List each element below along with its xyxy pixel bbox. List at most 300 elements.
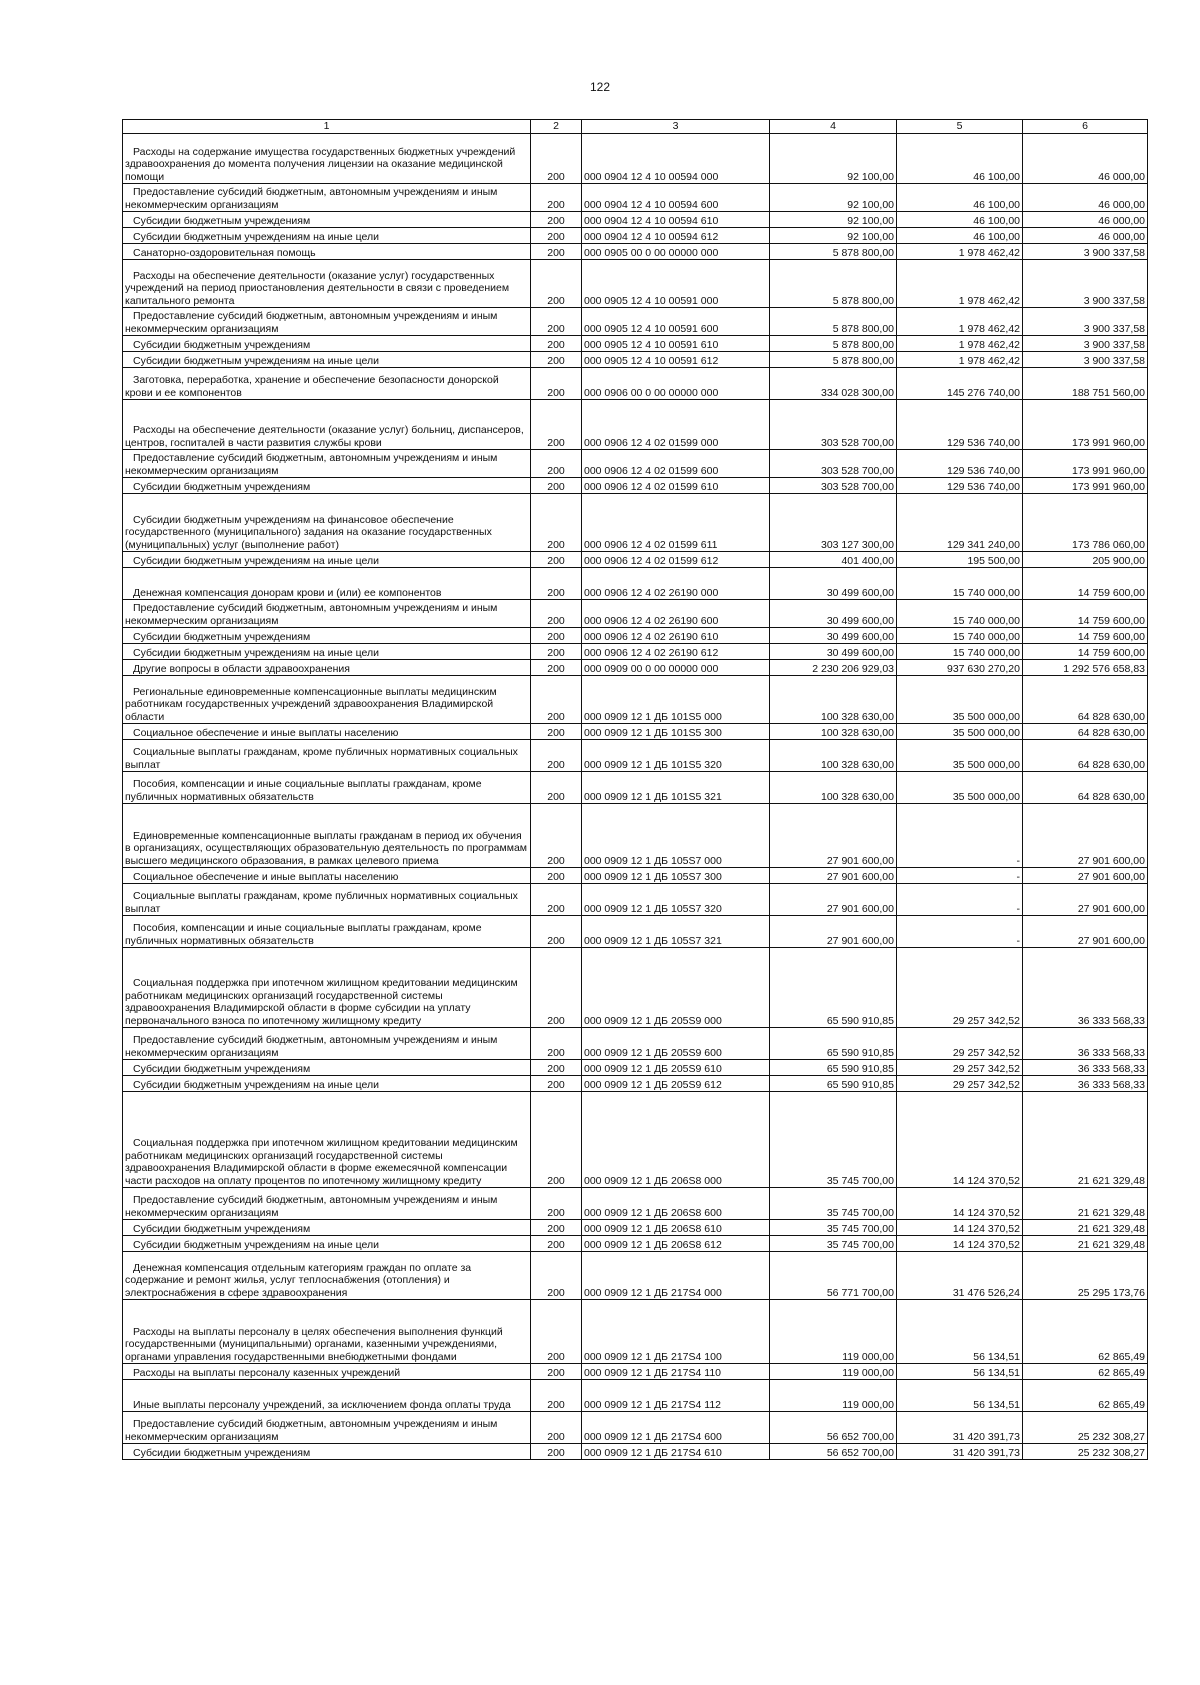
row-value-col5: 937 630 270,20 — [897, 660, 1023, 676]
table-row — [123, 212, 1148, 228]
row-description: Субсидии бюджетным учреждениям — [123, 212, 531, 228]
row-value-col6: 64 828 630,00 — [1023, 740, 1148, 772]
row-description: Субсидии бюджетным учреждениям на иные цели — [123, 1236, 531, 1252]
row-value-col6: 3 900 337,58 — [1023, 308, 1148, 336]
table-row — [123, 884, 1148, 916]
row-budget-code: 000 0909 12 1 ДБ 206S8 600 — [582, 1188, 770, 1220]
row-admin-code: 200 — [531, 676, 582, 724]
row-budget-code: 000 0905 12 4 10 00591 610 — [582, 336, 770, 352]
row-admin-code: 200 — [531, 478, 582, 494]
row-value-col5: 35 500 000,00 — [897, 676, 1023, 724]
row-budget-code: 000 0909 12 1 ДБ 206S8 000 — [582, 1092, 770, 1188]
row-admin-code: 200 — [531, 1220, 582, 1236]
row-description: Денежная компенсация донорам крови и (или) ее компонентов — [123, 568, 531, 600]
row-description: Субсидии бюджетным учреждениям на иные цели — [123, 352, 531, 368]
row-budget-code: 000 0904 12 4 10 00594 600 — [582, 184, 770, 212]
row-value-col5: 15 740 000,00 — [897, 600, 1023, 628]
row-budget-code: 000 0909 12 1 ДБ 206S8 610 — [582, 1220, 770, 1236]
row-value-col5: 1 978 462,42 — [897, 308, 1023, 336]
row-value-col6: 173 786 060,00 — [1023, 494, 1148, 552]
row-value-col5: 14 124 370,52 — [897, 1220, 1023, 1236]
row-value-col5: 129 536 740,00 — [897, 478, 1023, 494]
row-value-col5: 29 257 342,52 — [897, 1060, 1023, 1076]
row-value-col5: 35 500 000,00 — [897, 740, 1023, 772]
table-row — [123, 1300, 1148, 1364]
row-value-col5: 31 420 391,73 — [897, 1412, 1023, 1444]
row-value-col6: 173 991 960,00 — [1023, 400, 1148, 450]
row-budget-code: 000 0909 12 1 ДБ 205S9 600 — [582, 1028, 770, 1060]
row-budget-code: 000 0909 12 1 ДБ 105S7 321 — [582, 916, 770, 948]
row-value-col4: 35 745 700,00 — [770, 1092, 897, 1188]
row-value-col6: 3 900 337,58 — [1023, 336, 1148, 352]
row-budget-code: 000 0906 12 4 02 01599 000 — [582, 400, 770, 450]
row-admin-code: 200 — [531, 184, 582, 212]
row-value-col6: 21 621 329,48 — [1023, 1188, 1148, 1220]
table-row — [123, 660, 1148, 676]
table-row — [123, 1076, 1148, 1092]
row-budget-code: 000 0909 12 1 ДБ 217S4 610 — [582, 1444, 770, 1460]
table-row — [123, 644, 1148, 660]
row-description: Социальная поддержка при ипотечном жилищном кредитовании медицинским работникам медицинских организаций государственной системы здравоохранения Владимирской области в форме субсидии на уплату первоначального взноса по ипотечному жилищному кредиту — [123, 948, 531, 1028]
row-admin-code: 200 — [531, 868, 582, 884]
row-admin-code: 200 — [531, 134, 582, 184]
table-row — [123, 244, 1148, 260]
row-description: Расходы на выплаты персоналу в целях обеспечения выполнения функций государственными (муниципальными) органами, казенными учреждениями, органами управления государственными внебюджетными фондами — [123, 1300, 531, 1364]
row-value-col5: 56 134,51 — [897, 1300, 1023, 1364]
row-value-col5: 129 536 740,00 — [897, 400, 1023, 450]
row-value-col6: 188 751 560,00 — [1023, 368, 1148, 400]
row-description: Предоставление субсидий бюджетным, автономным учреждениям и иным некоммерческим организациям — [123, 600, 531, 628]
table-row — [123, 804, 1148, 868]
table-row — [123, 1188, 1148, 1220]
row-description: Предоставление субсидий бюджетным, автономным учреждениям и иным некоммерческим организациям — [123, 308, 531, 336]
column-header: 4 — [770, 120, 897, 134]
row-value-col4: 5 878 800,00 — [770, 244, 897, 260]
row-description: Социальные выплаты гражданам, кроме публичных нормативных социальных выплат — [123, 740, 531, 772]
row-value-col6: 173 991 960,00 — [1023, 478, 1148, 494]
row-budget-code: 000 0906 12 4 02 26190 000 — [582, 568, 770, 600]
row-admin-code: 200 — [531, 724, 582, 740]
table-row — [123, 568, 1148, 600]
row-value-col6: 21 621 329,48 — [1023, 1236, 1148, 1252]
row-description: Субсидии бюджетным учреждениям — [123, 1060, 531, 1076]
row-value-col4: 100 328 630,00 — [770, 740, 897, 772]
row-value-col6: 25 295 173,76 — [1023, 1252, 1148, 1300]
row-description: Предоставление субсидий бюджетным, автономным учреждениям и иным некоммерческим организациям — [123, 1188, 531, 1220]
row-admin-code: 200 — [531, 450, 582, 478]
row-value-col4: 119 000,00 — [770, 1380, 897, 1412]
row-budget-code: 000 0909 12 1 ДБ 101S5 300 — [582, 724, 770, 740]
row-description: Субсидии бюджетным учреждениям — [123, 336, 531, 352]
row-description: Пособия, компенсации и иные социальные выплаты гражданам, кроме публичных нормативных обязательств — [123, 772, 531, 804]
row-value-col6: 27 901 600,00 — [1023, 916, 1148, 948]
row-admin-code: 200 — [531, 552, 582, 568]
row-budget-code: 000 0906 12 4 02 26190 612 — [582, 644, 770, 660]
row-admin-code: 200 — [531, 1236, 582, 1252]
row-value-col4: 5 878 800,00 — [770, 308, 897, 336]
table-row — [123, 494, 1148, 552]
table-row — [123, 1236, 1148, 1252]
row-value-col4: 5 878 800,00 — [770, 260, 897, 308]
row-budget-code: 000 0904 12 4 10 00594 612 — [582, 228, 770, 244]
row-admin-code: 200 — [531, 1300, 582, 1364]
row-value-col5: 46 100,00 — [897, 212, 1023, 228]
row-value-col6: 46 000,00 — [1023, 134, 1148, 184]
row-value-col4: 56 652 700,00 — [770, 1412, 897, 1444]
row-value-col4: 303 127 300,00 — [770, 494, 897, 552]
row-value-col4: 35 745 700,00 — [770, 1236, 897, 1252]
row-budget-code: 000 0909 12 1 ДБ 217S4 000 — [582, 1252, 770, 1300]
row-budget-code: 000 0909 12 1 ДБ 205S9 610 — [582, 1060, 770, 1076]
row-value-col4: 100 328 630,00 — [770, 724, 897, 740]
row-description: Субсидии бюджетным учреждениям на иные цели — [123, 644, 531, 660]
row-description: Расходы на обеспечение деятельности (оказание услуг) государственных учреждений на период приостановления деятельности в связи с проведением капитального ремонта — [123, 260, 531, 308]
row-value-col6: 27 901 600,00 — [1023, 884, 1148, 916]
table-row — [123, 1364, 1148, 1380]
table-row — [123, 868, 1148, 884]
row-description: Субсидии бюджетным учреждениям — [123, 478, 531, 494]
row-value-col5: - — [897, 868, 1023, 884]
row-value-col4: 35 745 700,00 — [770, 1220, 897, 1236]
row-value-col4: 119 000,00 — [770, 1364, 897, 1380]
column-header: 6 — [1023, 120, 1148, 134]
row-admin-code: 200 — [531, 368, 582, 400]
row-value-col4: 56 771 700,00 — [770, 1252, 897, 1300]
row-value-col4: 100 328 630,00 — [770, 772, 897, 804]
row-value-col5: 1 978 462,42 — [897, 260, 1023, 308]
row-value-col6: 173 991 960,00 — [1023, 450, 1148, 478]
table-row — [123, 184, 1148, 212]
row-value-col5: 46 100,00 — [897, 228, 1023, 244]
table-row — [123, 228, 1148, 244]
table-row — [123, 552, 1148, 568]
row-budget-code: 000 0909 12 1 ДБ 217S4 112 — [582, 1380, 770, 1412]
row-value-col6: 21 621 329,48 — [1023, 1092, 1148, 1188]
row-budget-code: 000 0909 12 1 ДБ 205S9 000 — [582, 948, 770, 1028]
row-value-col4: 92 100,00 — [770, 228, 897, 244]
row-admin-code: 200 — [531, 494, 582, 552]
row-value-col6: 62 865,49 — [1023, 1364, 1148, 1380]
row-admin-code: 200 — [531, 244, 582, 260]
row-description: Заготовка, переработка, хранение и обеспечение безопасности донорской крови и ее компонентов — [123, 368, 531, 400]
row-admin-code: 200 — [531, 1076, 582, 1092]
row-admin-code: 200 — [531, 336, 582, 352]
row-budget-code: 000 0909 12 1 ДБ 206S8 612 — [582, 1236, 770, 1252]
row-value-col4: 30 499 600,00 — [770, 600, 897, 628]
row-description: Субсидии бюджетным учреждениям на иные цели — [123, 228, 531, 244]
row-value-col4: 30 499 600,00 — [770, 644, 897, 660]
budget-table — [122, 119, 1148, 1460]
table-row — [123, 400, 1148, 450]
row-description: Расходы на содержание имущества государственных бюджетных учреждений здравоохранения до момента получения лицензии на оказание медицинской помощи — [123, 134, 531, 184]
row-description: Субсидии бюджетным учреждениям — [123, 1220, 531, 1236]
row-value-col6: 14 759 600,00 — [1023, 644, 1148, 660]
row-value-col6: 3 900 337,58 — [1023, 244, 1148, 260]
table-row — [123, 724, 1148, 740]
table-row — [123, 1252, 1148, 1300]
table-row — [123, 628, 1148, 644]
table-row — [123, 1060, 1148, 1076]
row-description: Социальное обеспечение и иные выплаты населению — [123, 724, 531, 740]
row-description: Социальное обеспечение и иные выплаты населению — [123, 868, 531, 884]
row-value-col4: 2 230 206 929,03 — [770, 660, 897, 676]
row-value-col4: 92 100,00 — [770, 212, 897, 228]
row-value-col6: 36 333 568,33 — [1023, 1076, 1148, 1092]
row-admin-code: 200 — [531, 644, 582, 660]
row-value-col5: 15 740 000,00 — [897, 568, 1023, 600]
row-description: Другие вопросы в области здравоохранения — [123, 660, 531, 676]
row-admin-code: 200 — [531, 260, 582, 308]
row-value-col6: 64 828 630,00 — [1023, 676, 1148, 724]
row-admin-code: 200 — [531, 1444, 582, 1460]
row-value-col6: 21 621 329,48 — [1023, 1220, 1148, 1236]
row-value-col5: 46 100,00 — [897, 134, 1023, 184]
row-value-col6: 25 232 308,27 — [1023, 1444, 1148, 1460]
column-header: 1 — [123, 120, 531, 134]
column-header: 2 — [531, 120, 582, 134]
row-value-col5: 129 536 740,00 — [897, 450, 1023, 478]
row-value-col6: 3 900 337,58 — [1023, 260, 1148, 308]
row-value-col5: 145 276 740,00 — [897, 368, 1023, 400]
table-row — [123, 134, 1148, 184]
row-admin-code: 200 — [531, 1188, 582, 1220]
row-value-col6: 14 759 600,00 — [1023, 568, 1148, 600]
row-budget-code: 000 0909 00 0 00 00000 000 — [582, 660, 770, 676]
row-admin-code: 200 — [531, 740, 582, 772]
row-description: Предоставление субсидий бюджетным, автономным учреждениям и иным некоммерческим организациям — [123, 184, 531, 212]
page-number: 122 — [589, 80, 611, 94]
row-value-col4: 35 745 700,00 — [770, 1188, 897, 1220]
row-budget-code: 000 0909 12 1 ДБ 205S9 612 — [582, 1076, 770, 1092]
table-row — [123, 740, 1148, 772]
table-row — [123, 948, 1148, 1028]
table-row — [123, 450, 1148, 478]
row-description: Иные выплаты персоналу учреждений, за исключением фонда оплаты труда — [123, 1380, 531, 1412]
row-admin-code: 200 — [531, 772, 582, 804]
row-value-col6: 3 900 337,58 — [1023, 352, 1148, 368]
row-value-col5: 15 740 000,00 — [897, 644, 1023, 660]
row-admin-code: 200 — [531, 1060, 582, 1076]
row-description: Субсидии бюджетным учреждениям — [123, 628, 531, 644]
row-budget-code: 000 0906 12 4 02 26190 610 — [582, 628, 770, 644]
row-admin-code: 200 — [531, 1412, 582, 1444]
row-value-col4: 30 499 600,00 — [770, 628, 897, 644]
row-value-col5: 1 978 462,42 — [897, 336, 1023, 352]
row-value-col6: 46 000,00 — [1023, 184, 1148, 212]
row-budget-code: 000 0906 12 4 02 01599 612 — [582, 552, 770, 568]
row-budget-code: 000 0905 12 4 10 00591 600 — [582, 308, 770, 336]
row-value-col6: 62 865,49 — [1023, 1300, 1148, 1364]
row-value-col4: 27 901 600,00 — [770, 804, 897, 868]
row-value-col6: 14 759 600,00 — [1023, 600, 1148, 628]
row-value-col4: 401 400,00 — [770, 552, 897, 568]
row-budget-code: 000 0909 12 1 ДБ 101S5 000 — [582, 676, 770, 724]
row-description: Субсидии бюджетным учреждениям на финансовое обеспечение государственного (муниципального) задания на оказание государственных (муниципальных) услуг (выполнение работ) — [123, 494, 531, 552]
row-admin-code: 200 — [531, 1252, 582, 1300]
row-admin-code: 200 — [531, 884, 582, 916]
row-value-col6: 25 232 308,27 — [1023, 1412, 1148, 1444]
row-value-col5: 195 500,00 — [897, 552, 1023, 568]
row-value-col6: 36 333 568,33 — [1023, 948, 1148, 1028]
row-budget-code: 000 0904 12 4 10 00594 610 — [582, 212, 770, 228]
table-row — [123, 352, 1148, 368]
row-description: Пособия, компенсации и иные социальные выплаты гражданам, кроме публичных нормативных обязательств — [123, 916, 531, 948]
row-value-col5: 29 257 342,52 — [897, 948, 1023, 1028]
table-row — [123, 260, 1148, 308]
row-value-col4: 65 590 910,85 — [770, 948, 897, 1028]
row-budget-code: 000 0905 12 4 10 00591 612 — [582, 352, 770, 368]
row-value-col5: 14 124 370,52 — [897, 1188, 1023, 1220]
row-admin-code: 200 — [531, 1364, 582, 1380]
row-value-col4: 27 901 600,00 — [770, 868, 897, 884]
table-row — [123, 478, 1148, 494]
row-description: Расходы на выплаты персоналу казенных учреждений — [123, 1364, 531, 1380]
row-value-col4: 5 878 800,00 — [770, 336, 897, 352]
row-value-col6: 205 900,00 — [1023, 552, 1148, 568]
row-value-col6: 36 333 568,33 — [1023, 1060, 1148, 1076]
row-budget-code: 000 0905 00 0 00 00000 000 — [582, 244, 770, 260]
row-budget-code: 000 0909 12 1 ДБ 105S7 320 — [582, 884, 770, 916]
row-value-col4: 119 000,00 — [770, 1300, 897, 1364]
row-budget-code: 000 0906 12 4 02 01599 611 — [582, 494, 770, 552]
row-value-col4: 303 528 700,00 — [770, 400, 897, 450]
header-row — [123, 120, 1148, 134]
row-budget-code: 000 0905 12 4 10 00591 000 — [582, 260, 770, 308]
row-budget-code: 000 0909 12 1 ДБ 101S5 320 — [582, 740, 770, 772]
row-budget-code: 000 0909 12 1 ДБ 217S4 100 — [582, 1300, 770, 1364]
row-admin-code: 200 — [531, 916, 582, 948]
table-row — [123, 1028, 1148, 1060]
row-admin-code: 200 — [531, 628, 582, 644]
table-row — [123, 368, 1148, 400]
row-value-col5: - — [897, 916, 1023, 948]
row-value-col5: 31 420 391,73 — [897, 1444, 1023, 1460]
row-description: Социальные выплаты гражданам, кроме публичных нормативных социальных выплат — [123, 884, 531, 916]
row-value-col4: 303 528 700,00 — [770, 450, 897, 478]
row-description: Денежная компенсация отдельным категориям граждан по оплате за содержание и ремонт жилья, услуг теплоснабжения (отопления) и электроснабжения в сфере здравоохранения — [123, 1252, 531, 1300]
table-body — [123, 134, 1148, 1460]
row-value-col5: - — [897, 804, 1023, 868]
row-budget-code: 000 0906 12 4 02 01599 610 — [582, 478, 770, 494]
row-value-col6: 64 828 630,00 — [1023, 724, 1148, 740]
row-admin-code: 200 — [531, 1028, 582, 1060]
table-row — [123, 600, 1148, 628]
table-row — [123, 1412, 1148, 1444]
row-value-col4: 100 328 630,00 — [770, 676, 897, 724]
row-value-col5: 1 978 462,42 — [897, 352, 1023, 368]
row-value-col5: 56 134,51 — [897, 1364, 1023, 1380]
row-value-col4: 92 100,00 — [770, 134, 897, 184]
row-budget-code: 000 0909 12 1 ДБ 217S4 600 — [582, 1412, 770, 1444]
row-admin-code: 200 — [531, 212, 582, 228]
row-description: Единовременные компенсационные выплаты гражданам в период их обучения в организациях, осуществляющих образовательную деятельность по программам высшего медицинского образования, в рамках целевого приема — [123, 804, 531, 868]
row-value-col4: 27 901 600,00 — [770, 916, 897, 948]
row-admin-code: 200 — [531, 400, 582, 450]
row-budget-code: 000 0906 12 4 02 26190 600 — [582, 600, 770, 628]
table-row — [123, 336, 1148, 352]
row-admin-code: 200 — [531, 660, 582, 676]
row-value-col5: 129 341 240,00 — [897, 494, 1023, 552]
row-description: Региональные единовременные компенсационные выплаты медицинским работникам государственных учреждений здравоохранения Владимирской области — [123, 676, 531, 724]
row-value-col6: 27 901 600,00 — [1023, 804, 1148, 868]
row-budget-code: 000 0909 12 1 ДБ 105S7 300 — [582, 868, 770, 884]
row-value-col5: 31 476 526,24 — [897, 1252, 1023, 1300]
row-value-col6: 1 292 576 658,83 — [1023, 660, 1148, 676]
row-description: Субсидии бюджетным учреждениям на иные цели — [123, 1076, 531, 1092]
row-value-col6: 64 828 630,00 — [1023, 772, 1148, 804]
row-value-col4: 27 901 600,00 — [770, 884, 897, 916]
column-header: 5 — [897, 120, 1023, 134]
row-value-col5: 15 740 000,00 — [897, 628, 1023, 644]
row-description: Расходы на обеспечение деятельности (оказание услуг) больниц, диспансеров, центров, госпиталей в части развития службы крови — [123, 400, 531, 450]
row-description: Субсидии бюджетным учреждениям — [123, 1444, 531, 1460]
row-admin-code: 200 — [531, 1092, 582, 1188]
table-row — [123, 1444, 1148, 1460]
row-value-col4: 30 499 600,00 — [770, 568, 897, 600]
row-value-col4: 65 590 910,85 — [770, 1028, 897, 1060]
row-value-col5: 46 100,00 — [897, 184, 1023, 212]
row-value-col5: - — [897, 884, 1023, 916]
table-row — [123, 1092, 1148, 1188]
row-description: Предоставление субсидий бюджетным, автономным учреждениям и иным некоммерческим организациям — [123, 450, 531, 478]
row-value-col5: 29 257 342,52 — [897, 1028, 1023, 1060]
row-admin-code: 200 — [531, 308, 582, 336]
row-budget-code: 000 0906 00 0 00 00000 000 — [582, 368, 770, 400]
row-description: Субсидии бюджетным учреждениям на иные цели — [123, 552, 531, 568]
table-row — [123, 1380, 1148, 1412]
table-row — [123, 308, 1148, 336]
row-value-col4: 334 028 300,00 — [770, 368, 897, 400]
row-budget-code: 000 0909 12 1 ДБ 105S7 000 — [582, 804, 770, 868]
row-admin-code: 200 — [531, 600, 582, 628]
row-description: Предоставление субсидий бюджетным, автономным учреждениям и иным некоммерческим организациям — [123, 1028, 531, 1060]
row-value-col5: 35 500 000,00 — [897, 724, 1023, 740]
row-admin-code: 200 — [531, 1380, 582, 1412]
row-value-col6: 14 759 600,00 — [1023, 628, 1148, 644]
row-budget-code: 000 0906 12 4 02 01599 600 — [582, 450, 770, 478]
row-value-col5: 56 134,51 — [897, 1380, 1023, 1412]
row-value-col5: 29 257 342,52 — [897, 1076, 1023, 1092]
row-admin-code: 200 — [531, 352, 582, 368]
table-row — [123, 676, 1148, 724]
row-description: Санаторно-оздоровительная помощь — [123, 244, 531, 260]
row-description: Предоставление субсидий бюджетным, автономным учреждениям и иным некоммерческим организациям — [123, 1412, 531, 1444]
row-value-col6: 27 901 600,00 — [1023, 868, 1148, 884]
row-value-col5: 1 978 462,42 — [897, 244, 1023, 260]
row-value-col4: 5 878 800,00 — [770, 352, 897, 368]
row-admin-code: 200 — [531, 228, 582, 244]
row-value-col6: 62 865,49 — [1023, 1380, 1148, 1412]
row-value-col6: 46 000,00 — [1023, 212, 1148, 228]
row-value-col5: 14 124 370,52 — [897, 1236, 1023, 1252]
row-description: Социальная поддержка при ипотечном жилищном кредитовании медицинским работникам медицинских организаций государственной системы здравоохранения Владимирской области в форме ежемесячной компенсации части расходов на оплату процентов по ипотечному жилищному кредиту — [123, 1092, 531, 1188]
column-header: 3 — [582, 120, 770, 134]
table-row — [123, 772, 1148, 804]
table-row — [123, 916, 1148, 948]
row-value-col5: 14 124 370,52 — [897, 1092, 1023, 1188]
row-budget-code: 000 0904 12 4 10 00594 000 — [582, 134, 770, 184]
row-value-col6: 46 000,00 — [1023, 228, 1148, 244]
row-value-col4: 56 652 700,00 — [770, 1444, 897, 1460]
row-admin-code: 200 — [531, 804, 582, 868]
table-row — [123, 1220, 1148, 1236]
row-value-col6: 36 333 568,33 — [1023, 1028, 1148, 1060]
row-budget-code: 000 0909 12 1 ДБ 217S4 110 — [582, 1364, 770, 1380]
row-value-col4: 92 100,00 — [770, 184, 897, 212]
row-admin-code: 200 — [531, 568, 582, 600]
row-value-col4: 65 590 910,85 — [770, 1076, 897, 1092]
row-budget-code: 000 0909 12 1 ДБ 101S5 321 — [582, 772, 770, 804]
